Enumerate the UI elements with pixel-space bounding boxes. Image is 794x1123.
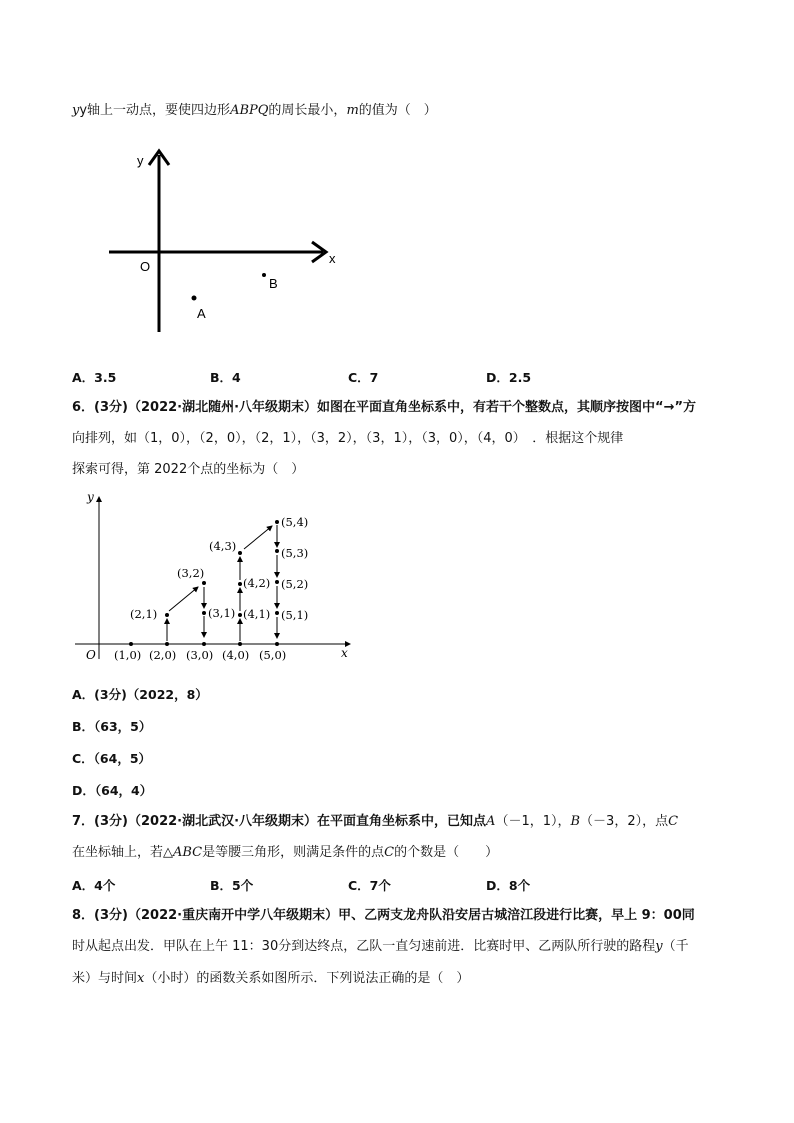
q8-stem2-post: （千 — [662, 939, 689, 954]
q6-arrow — [244, 526, 272, 549]
q5-stem-var2: m — [346, 103, 359, 118]
q6-point — [275, 549, 279, 553]
q6-point-label: (4,1) — [243, 607, 271, 621]
q6-origin-label: O — [86, 648, 96, 662]
q7-stem-line1 — [72, 812, 678, 832]
q6-point-label: (2,1) — [130, 607, 158, 621]
q8-var-y: y — [655, 939, 663, 954]
q7-stem2-pre: 在坐标轴上，若△ — [72, 845, 173, 860]
q5-point-a-label: A — [197, 306, 206, 321]
q6-option-c[interactable]: C．（64，5） — [72, 751, 152, 766]
q6-point-label: (1,0) — [114, 648, 142, 662]
q5-point-b — [262, 273, 266, 277]
q7-point-c2: C — [384, 845, 395, 860]
q7-triangle: ABC — [173, 845, 203, 860]
q6-point-label: (3,2) — [177, 566, 205, 580]
q5-option-c[interactable]: C．7 — [348, 370, 379, 385]
q6-option-b[interactable]: B．（63，5） — [72, 719, 152, 734]
q6-point-label: (4,2) — [243, 576, 271, 590]
q7-point-b: B — [570, 814, 581, 829]
q6-point-label: (3,1) — [208, 606, 236, 620]
q6-option-d[interactable]: D．（64，4） — [72, 783, 153, 798]
q5-point-a — [192, 296, 197, 301]
q7-stem2-mid: 是等腰三角形，则满足条件的点 — [202, 845, 385, 860]
q7-stem-pre: 7．(3分)（2022·湖北武汉·八年级期末）在平面直角坐标系中，已知点 — [72, 814, 487, 829]
q6-arrow — [169, 587, 198, 611]
q5-option-a[interactable]: A．3.5 — [72, 370, 117, 385]
q7-stem-line2 — [72, 843, 498, 863]
q8-stem-line1: 8．(3分)（2022·重庆南开中学八年级期末）甲、乙两支龙舟队沿安居古城涪江段进行比赛，早上 9：00同 — [72, 908, 695, 923]
q7-point-c: C — [668, 814, 679, 829]
q5-figure — [100, 145, 350, 340]
q8-var-x: x — [137, 971, 145, 986]
q6-point-label: (4,0) — [222, 648, 250, 662]
q6-figure — [72, 487, 362, 667]
q5-y-label: y — [137, 153, 144, 168]
q5-point-b-label: B — [269, 276, 278, 291]
q6-x-label: x — [341, 646, 348, 660]
q6-point — [275, 580, 279, 584]
q6-option-a[interactable]: A．(3分)（2022，8） — [72, 687, 208, 702]
q7-stem2-post: 的个数是（ ） — [394, 845, 499, 860]
q6-point — [238, 551, 242, 555]
q7-point-a: A — [486, 814, 496, 829]
q6-point-label: (5,0) — [259, 648, 287, 662]
q8-stem3-pre: 米）与时间 — [72, 971, 138, 986]
q6-stem-line1: 6．(3分)（2022·湖北随州·八年级期末）如图在平面直角坐标系中，有若干个整数点，其顺序按图中“→”方 — [72, 400, 697, 415]
q6-point — [238, 642, 242, 646]
q6-stem-line3: 探索可得，第 2022个点的坐标为（ ） — [72, 462, 305, 477]
q6-point-label: (5,1) — [281, 608, 309, 622]
q8-stem-line3 — [72, 969, 469, 989]
q7-coord-a: （－1，1）， — [495, 814, 571, 829]
q6-point — [238, 613, 242, 617]
q6-point — [238, 582, 242, 586]
q5-origin-label: O — [140, 259, 151, 274]
q6-point-labels — [114, 515, 308, 662]
q5-option-b[interactable]: B．4 — [210, 370, 241, 385]
q6-point-label: (3,0) — [186, 648, 214, 662]
q5-stem-pre: y轴上一动点，要使四边形 — [79, 103, 231, 118]
q6-point — [275, 520, 279, 524]
q6-point-label: (2,0) — [149, 648, 177, 662]
q8-stem2-pre: 时从起点出发．甲队在上午 11：30分到达终点，乙队一直匀速前进．比赛时甲、乙两队所行驶的路程 — [72, 939, 656, 954]
q8-stem-line2 — [72, 937, 689, 957]
q6-point — [275, 611, 279, 615]
q6-y-label: y — [87, 490, 94, 504]
q6-point-label: (4,3) — [209, 539, 237, 553]
q6-point — [165, 642, 169, 646]
q6-stem-line2: 向排列，如（1，0），（2，0），（2，1），（3，2），（3，1），（3，0），（4，0） ．根据这个规律 — [72, 431, 624, 446]
q6-point-label: (5,4) — [281, 515, 309, 529]
q6-point — [202, 642, 206, 646]
q7-option-b[interactable]: B．5个 — [210, 878, 254, 893]
q6-point — [202, 611, 206, 615]
q5-x-label: x — [329, 251, 336, 266]
q6-point — [165, 613, 169, 617]
q5-stem — [72, 101, 437, 121]
q7-coord-b: （－3，2），点 — [580, 814, 669, 829]
q7-option-c[interactable]: C．7个 — [348, 878, 391, 893]
q5-stem-mid: 的周长最小， — [268, 103, 347, 118]
q6-point — [275, 642, 279, 646]
q8-stem3-post: （小时）的函数关系如图所示．下列说法正确的是（ ） — [144, 971, 470, 986]
q7-option-d[interactable]: D．8个 — [486, 878, 531, 893]
q6-point — [202, 581, 206, 585]
q5-stem-post: 的值为（ ） — [358, 103, 437, 118]
q6-point-label: (5,3) — [281, 546, 309, 560]
q6-point-label: (5,2) — [281, 577, 309, 591]
q5-stem-var: ABPQ — [230, 103, 269, 118]
q7-option-a[interactable]: A．4个 — [72, 878, 116, 893]
q5-option-d[interactable]: D．2.5 — [486, 370, 532, 385]
q6-point — [129, 642, 133, 646]
q5-stem-y: y — [72, 103, 80, 118]
